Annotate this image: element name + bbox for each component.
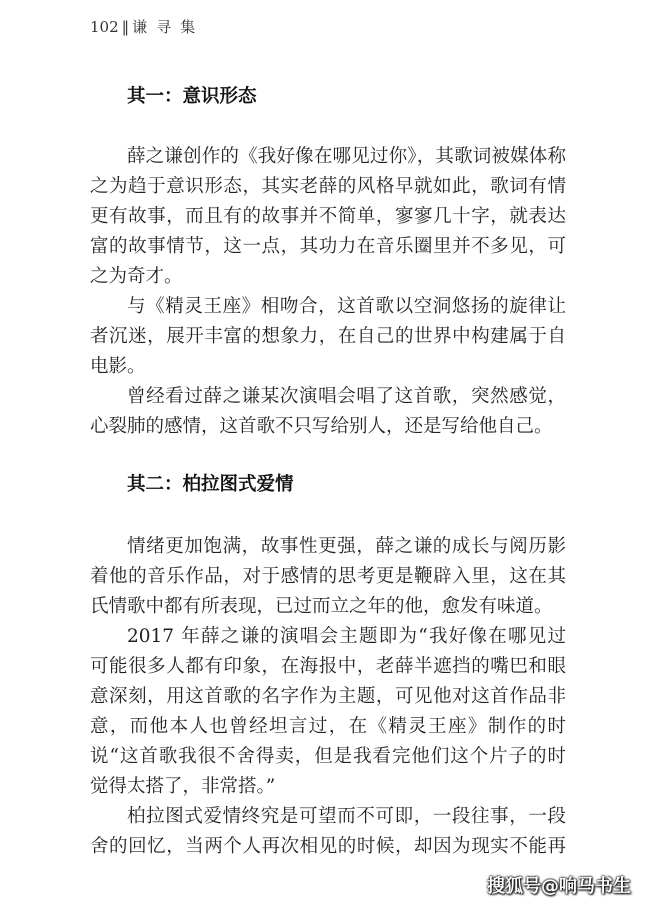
section-heading: 其一：意识形态 [127,86,257,107]
text-line: 氏情歌中都有所表现，已过而立之年的他，愈发有味道。 [90,596,553,617]
page-number: 102 [90,18,119,36]
paragraph [90,292,566,382]
header-separator: ‖ [121,18,130,36]
text-line: 之为趋于意识形态，其实老薛的风格早就如此，歌词有情 [90,176,566,197]
text-line: 曾经看过薛之谦某次演唱会唱了这首歌，突然感觉， [127,386,566,407]
text-line: 电影。 [90,356,146,377]
text-line: 着他的音乐作品，对于感情的思考更是鞭辟入里，这在其 [90,566,566,587]
paragraph [90,142,566,292]
text-line: 之为奇才。 [90,266,183,287]
text-line: 意深刻，用这首歌的名字作为主题，可见他对这首作品非 [90,686,566,707]
text-line: 可能很多人都有印象，在海报中，老薛半遮挡的嘴巴和眼 [90,656,566,677]
section-heading: 其二：柏拉图式爱情 [127,474,294,495]
text-line: 与《精灵王座》相吻合，这首歌以空洞悠扬的旋律让 [127,296,566,317]
text-line: 心裂肺的感情，这首歌不只写给别人，还是写给他自己。 [90,416,553,437]
text-line: 富的故事情节，这一点，其功力在音乐圈里并不多见，可 [90,236,566,257]
text-line: 者沉迷，展开丰富的想象力，在自己的世界中构建属于自 [90,326,566,347]
paragraph [90,382,566,442]
text-line: 情绪更加饱满，故事性更强，薛之谦的成长与阅历影 [127,536,566,557]
text-line: 柏拉图式爱情终究是可望而不可即，一段往事，一段 [127,806,566,827]
text-line: 说“这首歌我很不舍得卖，但是我看完他们这个片子的时 [90,746,566,767]
text-line: 薛之谦创作的《我好像在哪见过你》，其歌词被媒体称 [127,146,566,167]
page-body [90,82,566,862]
watermark: 搜狐号@响马书生 [487,876,631,897]
running-header [90,17,204,37]
text-line: 舍的回忆，当两个人再次相见的时候，却因为现实不能再 [90,836,566,857]
text-line: 2017 年薛之谦的演唱会主题即为“我好像在哪见过 [127,626,566,647]
paragraph [90,622,566,802]
text-line: 觉得太搭了，非常搭。” [90,776,276,797]
book-title: 谦寻集 [132,18,205,36]
text-line: 意，而他本人也曾经坦言过，在《精灵王座》制作的时 [90,716,566,737]
paragraph [90,532,566,622]
text-line: 更有故事，而且有的故事并不简单，寥寥几十字，就表达 [90,206,566,227]
paragraph [90,802,566,862]
